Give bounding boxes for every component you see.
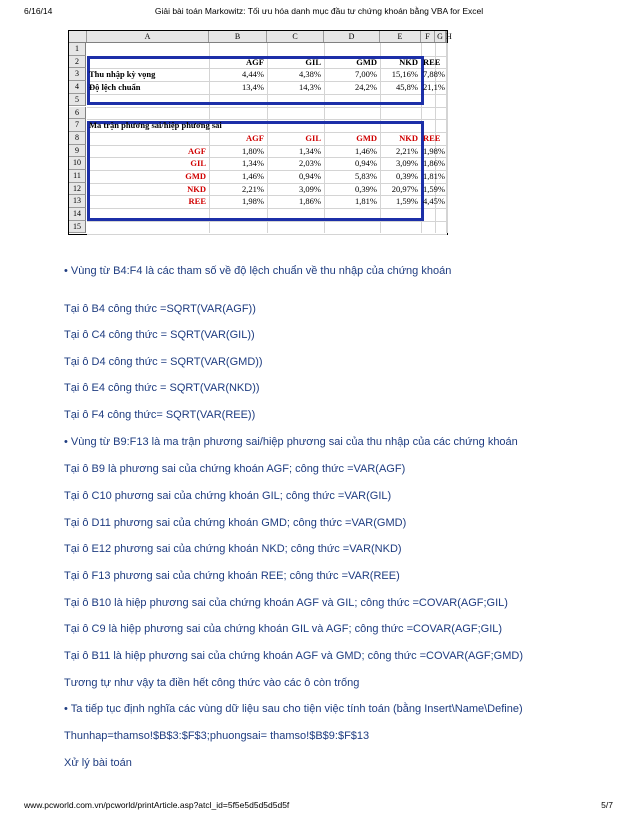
- matrix-column-ticker: AGF: [246, 132, 264, 143]
- matrix-value: 1,59%: [423, 183, 445, 194]
- paragraph: Thunhap=thamso!$B$3:$F$3;phuongsai= thamso!$B$9:$F$13: [64, 730, 370, 742]
- column-header: D: [324, 31, 380, 42]
- matrix-title: Ma trận phương sai/hiệp phương sai: [89, 120, 222, 131]
- stat-label: Độ lệch chuẩn: [89, 82, 141, 93]
- column-header: F: [421, 31, 435, 42]
- paragraph: Tại ô B11 là hiệp phương sai của chứng khoán AGF và GMD; công thức =COVAR(AGF;GMD): [64, 650, 524, 662]
- header-date: 6/16/14: [24, 6, 53, 16]
- paragraph: Tại ô B10 là hiệp phương sai của chứng khoán AGF và GIL; công thức =COVAR(AGF;GIL): [64, 597, 508, 609]
- bullet-paragraph: • Ta tiếp tục định nghĩa các vùng dữ liệu sau cho tiện việc tính toán (bằng Insert\Name\Define): [64, 703, 523, 715]
- row-header: 10: [69, 157, 86, 170]
- bullet-paragraph: • Vùng từ B9:F13 là ma trận phương sai/hiệp phương sai của thu nhập của các chứng khoán: [64, 436, 518, 448]
- matrix-row-ticker: GIL: [190, 158, 206, 169]
- stat-value: 45,8%: [396, 82, 418, 93]
- stat-value: 13,4%: [242, 82, 264, 93]
- matrix-value: 0,94%: [299, 171, 321, 181]
- matrix-value: 0,39%: [355, 183, 377, 194]
- matrix-value: 1,81%: [355, 196, 377, 207]
- stat-label: Thu nhập kỳ vọng: [89, 69, 156, 80]
- column-header: A: [87, 31, 209, 42]
- row-header: 8: [69, 132, 86, 145]
- matrix-value: 1,81%: [423, 171, 445, 181]
- stat-value: 24,2%: [355, 82, 377, 93]
- matrix-value: 2,21%: [242, 183, 264, 194]
- stat-value: 21,1%: [423, 82, 445, 93]
- matrix-value: 1,59%: [396, 196, 418, 207]
- paragraph: Tại ô B9 là phương sai của chứng khoán AGF; công thức =VAR(AGF): [64, 463, 406, 475]
- matrix-value: 1,98%: [242, 196, 264, 207]
- corner-cell: [69, 31, 87, 42]
- matrix-value: 0,94%: [355, 158, 377, 169]
- ticker-header: NKD: [399, 56, 418, 67]
- ticker-header: REE: [423, 56, 441, 67]
- matrix-value: 2,21%: [396, 145, 418, 156]
- column-header: E: [380, 31, 421, 42]
- row-header: 5: [69, 94, 86, 107]
- grid-col-line: [447, 43, 448, 233]
- row-header: 3: [69, 68, 86, 81]
- matrix-value: 0,39%: [396, 171, 418, 181]
- row-header: 13: [69, 195, 86, 208]
- stat-value: 14,3%: [299, 82, 321, 93]
- footer-url: www.pcworld.com.vn/pcworld/printArticle.asp?atcl_id=5f5e5d5d5d5d5f: [24, 800, 290, 810]
- row-header: 1: [69, 43, 86, 56]
- paragraph: Tại ô F4 công thức= SQRT(VAR(REE)): [64, 409, 256, 421]
- matrix-row-ticker: AGF: [188, 145, 206, 156]
- matrix-value: 5,83%: [355, 171, 377, 181]
- footer-page-number: 5/7: [601, 800, 613, 810]
- matrix-column-ticker: REE: [423, 132, 441, 143]
- stat-value: 15,16%: [391, 69, 418, 80]
- header-title: Giải bài toán Markowitz: Tối ưu hóa danh mục đầu tư chứng khoán bằng VBA for Excel: [154, 6, 484, 16]
- row-header: 6: [69, 107, 86, 120]
- matrix-value: 2,03%: [299, 158, 321, 169]
- matrix-row-ticker: REE: [188, 196, 206, 207]
- paragraph: Tại ô F13 phương sai của chứng khoán REE; công thức =VAR(REE): [64, 570, 400, 582]
- paragraph: Tại ô E12 phương sai của chứng khoán NKD; công thức =VAR(NKD): [64, 543, 402, 555]
- matrix-value: 1,98%: [423, 145, 445, 156]
- paragraph: Tương tự như vậy ta điền hết công thức vào các ô còn trống: [64, 677, 360, 689]
- matrix-value: 1,86%: [423, 158, 445, 169]
- ticker-header: AGF: [246, 56, 264, 67]
- stat-value: 4,44%: [242, 69, 264, 80]
- ticker-header: GIL: [305, 56, 321, 67]
- row-header: 12: [69, 183, 86, 196]
- matrix-row-ticker: GMD: [185, 171, 206, 181]
- matrix-value: 20,97%: [391, 183, 418, 194]
- spreadsheet-image: [68, 30, 452, 235]
- row-header: 2: [69, 56, 86, 69]
- row-header: 14: [69, 208, 86, 221]
- row-header: 9: [69, 145, 86, 158]
- matrix-column-ticker: GMD: [356, 132, 377, 143]
- matrix-value: 1,34%: [299, 145, 321, 156]
- matrix-column-ticker: NKD: [399, 132, 418, 143]
- column-header: H: [446, 32, 452, 41]
- paragraph: Tại ô C4 công thức = SQRT(VAR(GIL)): [64, 329, 255, 341]
- stat-value: 7,00%: [355, 69, 377, 80]
- paragraph: Tại ô B4 công thức =SQRT(VAR(AGF)): [64, 303, 256, 315]
- matrix-row-ticker: NKD: [187, 183, 206, 194]
- matrix-value: 3,09%: [299, 183, 321, 194]
- paragraph: Tại ô E4 công thức = SQRT(VAR(NKD)): [64, 382, 260, 394]
- paragraph: Tại ô D11 phương sai của chứng khoán GMD; công thức =VAR(GMD): [64, 517, 407, 529]
- matrix-value: 1,46%: [355, 145, 377, 156]
- column-header: C: [267, 31, 324, 42]
- matrix-value: 4,45%: [423, 196, 445, 207]
- column-header: G: [435, 31, 446, 42]
- column-headers: [69, 31, 452, 43]
- stat-value: 7,88%: [423, 69, 445, 80]
- matrix-column-ticker: GIL: [305, 132, 321, 143]
- paragraph: Tại ô C10 phương sai của chứng khoán GIL; công thức =VAR(GIL): [64, 490, 392, 502]
- row-header: 11: [69, 170, 86, 183]
- row-header: 4: [69, 81, 86, 94]
- paragraph: Tại ô C9 là hiệp phương sai của chứng khoán GIL và AGF; công thức =COVAR(AGF;GIL): [64, 623, 503, 635]
- row-header: 15: [69, 221, 86, 234]
- stat-value: 4,38%: [299, 69, 321, 80]
- matrix-value: 3,09%: [396, 158, 418, 169]
- column-header: B: [209, 31, 267, 42]
- paragraph: Xử lý bài toán: [64, 757, 132, 769]
- matrix-value: 1,80%: [242, 145, 264, 156]
- matrix-value: 1,86%: [299, 196, 321, 207]
- row-header: 7: [69, 119, 86, 132]
- paragraph: Tại ô D4 công thức = SQRT(VAR(GMD)): [64, 356, 263, 368]
- grid-row-line: [87, 234, 447, 235]
- matrix-value: 1,34%: [242, 158, 264, 169]
- matrix-value: 1,46%: [242, 171, 264, 181]
- bullet-paragraph: • Vùng từ B4:F4 là các tham số về độ lệch chuẩn về thu nhập của chứng khoán: [64, 265, 452, 277]
- ticker-header: GMD: [356, 56, 377, 67]
